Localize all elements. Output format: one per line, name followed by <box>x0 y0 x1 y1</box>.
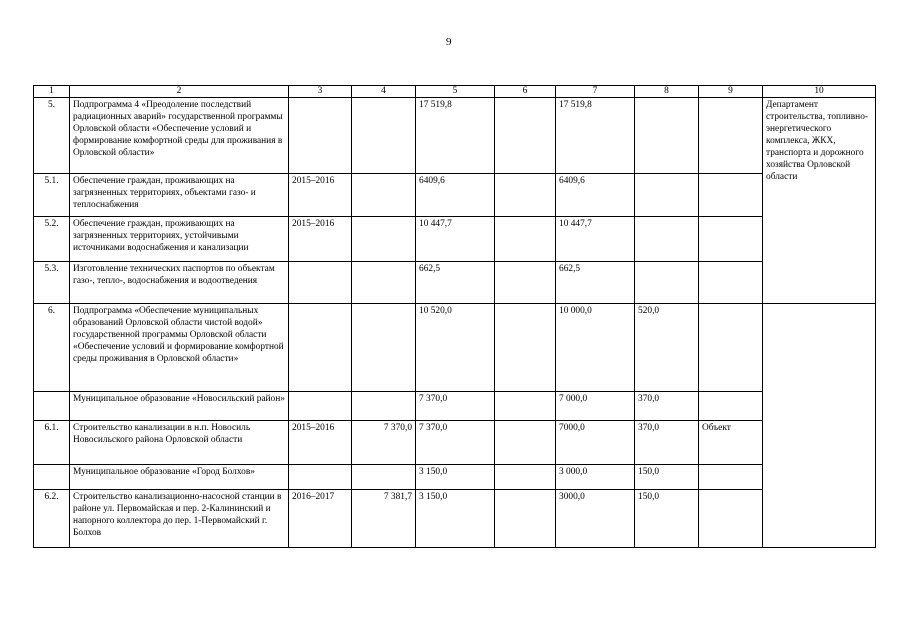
row-number: 6.1. <box>34 421 70 465</box>
row-cost <box>352 262 416 304</box>
row-total: 10 520,0 <box>416 304 495 392</box>
row-result <box>699 174 763 217</box>
row-result <box>699 217 763 262</box>
header-cell: 1 <box>34 86 70 98</box>
row-local <box>635 98 699 174</box>
table-row <box>34 465 876 490</box>
row-result <box>699 304 763 392</box>
header-cell: 8 <box>635 86 699 98</box>
row-period <box>289 465 352 490</box>
row-period: 2015–2016 <box>289 217 352 262</box>
table-row <box>34 392 876 421</box>
row-period: 2016–2017 <box>289 490 352 548</box>
header-cell: 4 <box>352 86 416 98</box>
row-total: 3 150,0 <box>416 490 495 548</box>
row-regional: 6409,6 <box>556 174 635 217</box>
row-cost: 7 370,0 <box>352 421 416 465</box>
row-local: 150,0 <box>635 465 699 490</box>
row-name: Строительство канализации в н.п. Новосиль Новосильского района Орловской области <box>70 421 289 465</box>
table-row <box>34 98 876 174</box>
row-regional: 3 000,0 <box>556 465 635 490</box>
row-cost <box>352 217 416 262</box>
row-total: 662,5 <box>416 262 495 304</box>
row-cost <box>352 465 416 490</box>
table-row <box>34 304 876 392</box>
page-number: 9 <box>446 36 452 48</box>
row-result <box>699 465 763 490</box>
row-period <box>289 98 352 174</box>
row-name: Строительство канализационно-насосной станции в районе ул. Первомайская и пер. 2-Калининский и напорного коллектора до пер. 1-Первомайский г. Болхов <box>70 490 289 548</box>
row-federal <box>495 392 556 421</box>
row-regional: 10 000,0 <box>556 304 635 392</box>
row-total: 10 447,7 <box>416 217 495 262</box>
header-cell: 3 <box>289 86 352 98</box>
row-federal <box>495 217 556 262</box>
row-regional: 7000,0 <box>556 421 635 465</box>
row-period <box>289 392 352 421</box>
row-federal <box>495 98 556 174</box>
row-cost <box>352 304 416 392</box>
row-number <box>34 392 70 421</box>
table-row <box>34 421 876 465</box>
row-name: Муниципальное образование «Новосильский район» <box>70 392 289 421</box>
row-cost <box>352 392 416 421</box>
row-local <box>635 262 699 304</box>
responsible-executor: Департамент строительства, топливно-энергетического комплекса, ЖКХ, транспорта и дорожного хозяйства Орловской области <box>763 98 876 304</box>
row-result <box>699 392 763 421</box>
header-row <box>34 86 876 98</box>
row-period <box>289 304 352 392</box>
header-cell: 6 <box>495 86 556 98</box>
header-cell: 7 <box>556 86 635 98</box>
row-cost: 7 381,7 <box>352 490 416 548</box>
row-federal <box>495 262 556 304</box>
row-local: 150,0 <box>635 490 699 548</box>
header-cell: 5 <box>416 86 495 98</box>
row-regional: 17 519,8 <box>556 98 635 174</box>
row-period: 2015–2016 <box>289 421 352 465</box>
row-federal <box>495 304 556 392</box>
row-name: Обеспечение граждан, проживающих на загрязненных территориях, объектами газо- и теплоснабжения <box>70 174 289 217</box>
row-regional: 10 447,7 <box>556 217 635 262</box>
table-row <box>34 174 876 217</box>
row-period: 2015–2016 <box>289 174 352 217</box>
row-name: Подпрограмма 4 «Преодоление последствий радиационных аварий» государственной программы Орловской области «Обеспечение условий и формирование комфортной среды для проживания в Орловской области» <box>70 98 289 174</box>
row-local <box>635 174 699 217</box>
row-result <box>699 262 763 304</box>
row-result <box>699 98 763 174</box>
row-result <box>699 490 763 548</box>
responsible-executor-empty <box>763 304 876 548</box>
header-cell: 10 <box>763 86 876 98</box>
row-result: Объект <box>699 421 763 465</box>
row-total: 3 150,0 <box>416 465 495 490</box>
row-total: 6409,6 <box>416 174 495 217</box>
row-federal <box>495 465 556 490</box>
row-number: 5.1. <box>34 174 70 217</box>
row-number: 6. <box>34 304 70 392</box>
row-local: 370,0 <box>635 421 699 465</box>
table-row <box>34 490 876 548</box>
row-number: 5.3. <box>34 262 70 304</box>
row-cost <box>352 174 416 217</box>
row-federal <box>495 174 556 217</box>
row-name: Подпрограмма «Обеспечение муниципальных образований Орловской области чистой водой» государственной программы Орловской области «Обеспечение условий и формирование комфортной среды проживания в Орловской области» <box>70 304 289 392</box>
row-name: Обеспечение граждан, проживающих на загрязненных территориях, устойчивыми источниками водоснабжения и канализации <box>70 217 289 262</box>
row-cost <box>352 98 416 174</box>
row-regional: 662,5 <box>556 262 635 304</box>
row-number <box>34 465 70 490</box>
table-row <box>34 217 876 262</box>
row-local: 520,0 <box>635 304 699 392</box>
row-number: 5. <box>34 98 70 174</box>
row-total: 7 370,0 <box>416 392 495 421</box>
header-cell: 2 <box>70 86 289 98</box>
row-local: 370,0 <box>635 392 699 421</box>
row-period <box>289 262 352 304</box>
row-federal <box>495 490 556 548</box>
row-local <box>635 217 699 262</box>
row-regional: 3000,0 <box>556 490 635 548</box>
row-number: 5.2. <box>34 217 70 262</box>
program-table <box>33 85 876 548</box>
row-name: Изготовление технических паспортов по объектам газо-, тепло-, водоснабжения и водоотведения <box>70 262 289 304</box>
row-federal <box>495 421 556 465</box>
row-total: 7 370,0 <box>416 421 495 465</box>
header-cell: 9 <box>699 86 763 98</box>
row-name: Муниципальное образование «Город Болхов» <box>70 465 289 490</box>
row-number: 6.2. <box>34 490 70 548</box>
row-regional: 7 000,0 <box>556 392 635 421</box>
table-row <box>34 262 876 304</box>
row-total: 17 519,8 <box>416 98 495 174</box>
